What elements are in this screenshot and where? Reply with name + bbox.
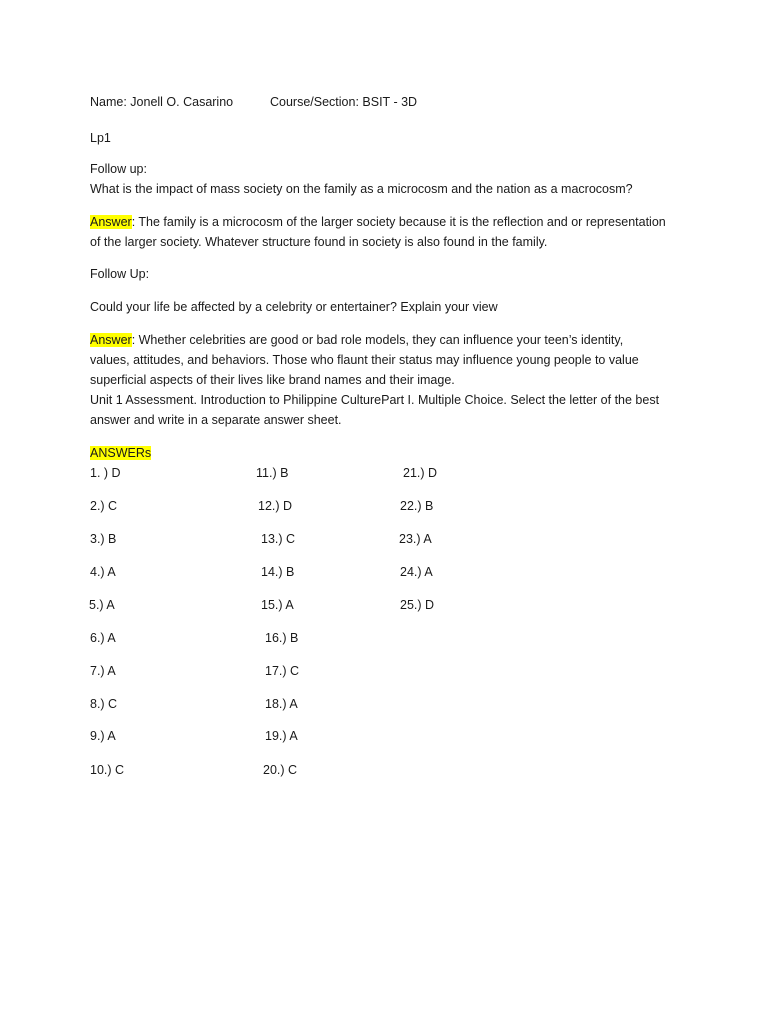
answer-item: 9.) A <box>90 729 116 743</box>
answer-item: 7.) A <box>90 664 116 678</box>
answer-item: 16.) B <box>265 631 299 645</box>
followup-label-2: Follow Up: <box>90 267 150 281</box>
answer-item: 8.) C <box>90 697 118 711</box>
answer-2-line-2: values, attitudes, and behaviors. Those who flaunt their status may influence young people to value <box>90 353 639 367</box>
header-line <box>90 94 418 110</box>
question-2: Could your life be affected by a celebrity or entertainer? Explain your view <box>90 300 498 314</box>
followup-label-1: Follow up: <box>90 162 147 176</box>
answer-2-line-3: superficial aspects of their lives like brand names and their image. <box>90 373 455 387</box>
answers-heading-text: ANSWERs <box>90 446 152 460</box>
lesson-label: Lp1 <box>90 131 111 145</box>
course-section: Course/Section: BSIT - 3D <box>270 95 418 109</box>
answer-item: 6.) A <box>90 631 116 645</box>
student-name: Name: Jonell O. Casarino <box>90 95 234 109</box>
answer-label-2: Answer <box>90 333 132 347</box>
answer-2-line-1 <box>90 332 623 348</box>
answer-item: 5.) A <box>89 598 115 612</box>
answer-item: 21.) D <box>403 466 438 480</box>
answer-item: 18.) A <box>265 697 298 711</box>
answer-item: 10.) C <box>90 763 125 777</box>
answer-1-text-1: : The family is a microcosm of the larger society because it is the reflection and or representation <box>131 215 666 229</box>
answer-item: 13.) C <box>261 532 296 546</box>
answer-item: 17.) C <box>265 664 300 678</box>
answer-item: 12.) D <box>258 499 293 513</box>
answer-label-1: Answer <box>90 215 132 229</box>
answer-item: 22.) B <box>400 499 434 513</box>
answer-item: 15.) A <box>261 598 294 612</box>
answer-item: 24.) A <box>400 565 433 579</box>
answer-item: 4.) A <box>90 565 116 579</box>
answer-item: 19.) A <box>265 729 298 743</box>
question-1: What is the impact of mass society on the family as a microcosm and the nation as a macrocosm? <box>90 182 633 196</box>
answer-item: 2.) C <box>90 499 118 513</box>
answer-item: 11.) B <box>256 466 289 480</box>
unit-line-1: Unit 1 Assessment. Introduction to Philippine CulturePart I. Multiple Choice. Select the letter of the best <box>90 393 660 407</box>
answers-heading <box>90 445 151 461</box>
answer-item: 3.) B <box>90 532 117 546</box>
answer-1-line-1 <box>90 214 666 230</box>
unit-line-2: answer and write in a separate answer sheet. <box>90 413 342 427</box>
answer-item: 23.) A <box>399 532 432 546</box>
answer-item: 20.) C <box>263 763 298 777</box>
answer-2-text-1: : Whether celebrities are good or bad role models, they can influence your teen’s identity, <box>131 333 624 347</box>
answer-item: 25.) D <box>400 598 435 612</box>
answer-1-line-2: of the larger society. Whatever structure found in society is also found in the family. <box>90 235 548 249</box>
answer-item: 1. ) D <box>90 466 121 480</box>
answer-item: 14.) B <box>261 565 295 579</box>
